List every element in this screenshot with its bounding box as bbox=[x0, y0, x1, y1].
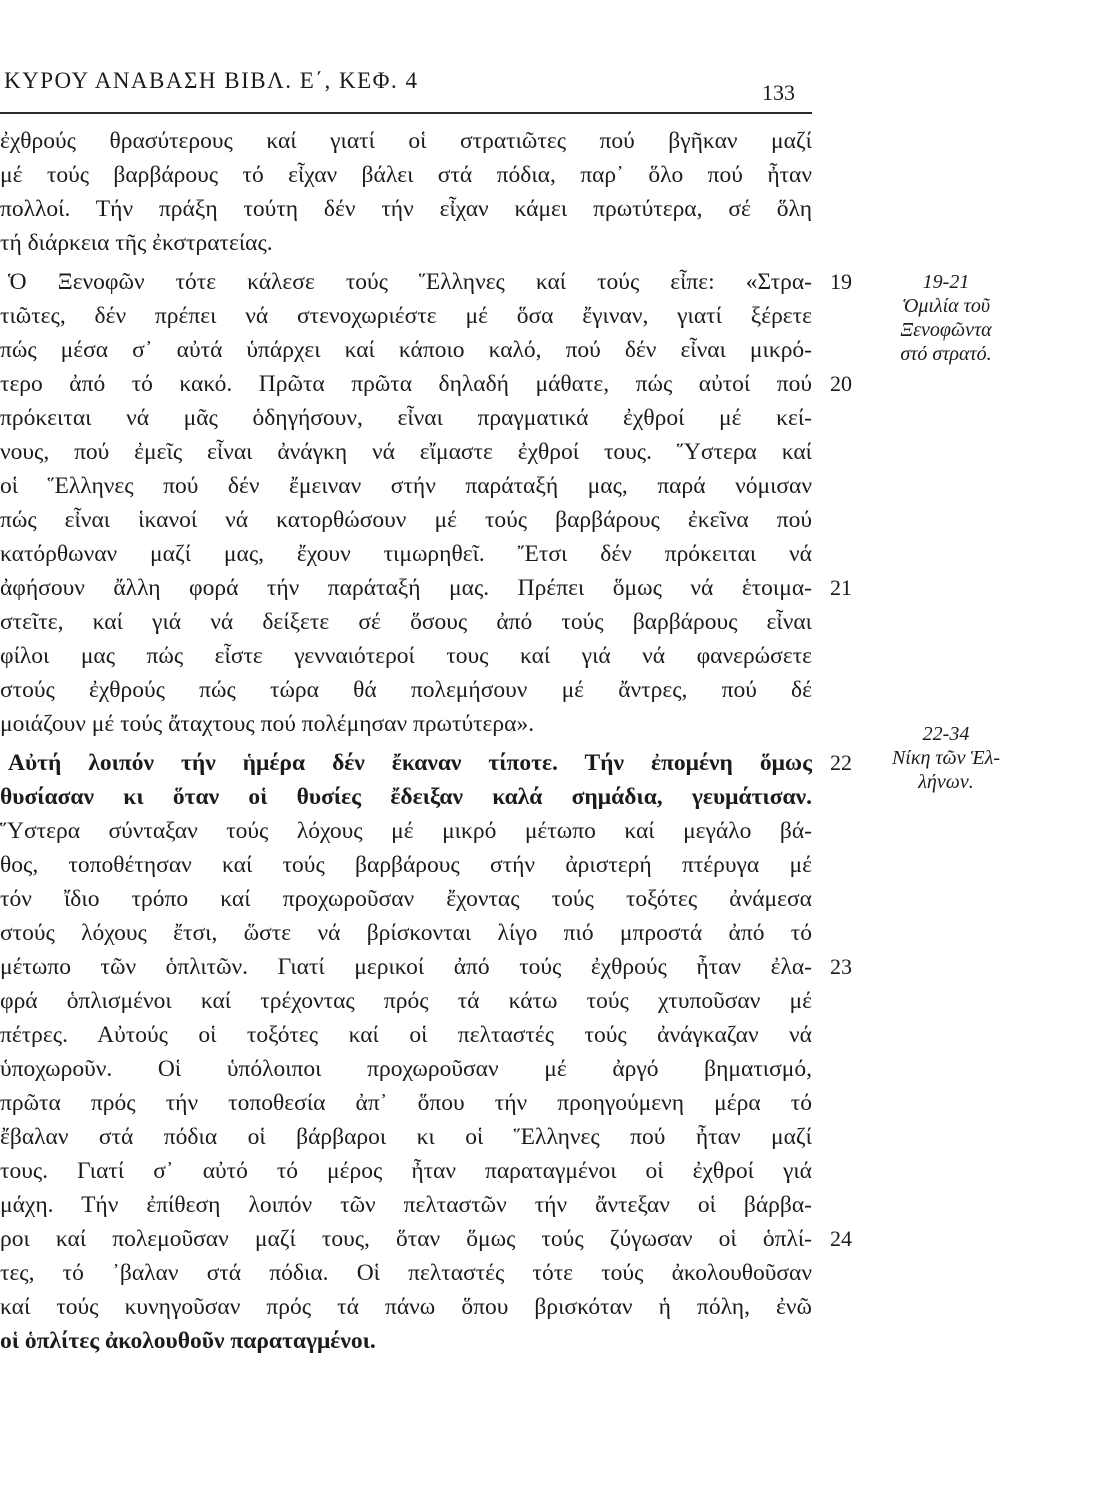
text-line: τιῶτες, δέν πρέπει νά στενοχωριέστε μέ ὅσα ἔγιναν, γιατί ξέρετε bbox=[0, 303, 812, 329]
text-line: ὑποχωροῦν. Οἱ ὑπόλοιποι προχωροῦσαν μέ ἀργό βηματισμό, bbox=[0, 1056, 812, 1082]
header-rule bbox=[0, 112, 812, 114]
side-note-line: λήνων. bbox=[918, 771, 974, 793]
text-line: ἐχθρούς θρασύτερους καί γιατί οἱ στρατιῶτες πού βγῆκαν μαζί bbox=[0, 128, 812, 154]
text-line: φίλοι μας πώς εἶστε γενναιότεροί τους καί γιά νά φανερώσετε bbox=[0, 643, 812, 669]
side-note-range: 19-21 bbox=[922, 271, 970, 293]
text-line: ροι καί πολεμοῦσαν μαζί τους, ὅταν ὅμως τούς ζύγωσαν οἱ ὁπλί- bbox=[0, 1226, 812, 1252]
text-line: φρά ὁπλισμένοι καί τρέχοντας πρός τά κάτω τούς χτυποῦσαν μέ bbox=[0, 988, 812, 1014]
margin-number: 22 bbox=[830, 750, 852, 775]
text-line: καί τούς κυνηγοῦσαν πρός τά πάνω ὅπου βρισκόταν ἡ πόλη, ἐνῶ bbox=[0, 1294, 812, 1320]
text-line: τους. Γιατί σ᾽ αὐτό τό μέρος ἦταν παραταγμένοι οἱ ἐχθροί γιά bbox=[0, 1158, 812, 1184]
text-line: πώς εἶναι ἱκανοί νά κατορθώσουν μέ τούς βαρβάρους ἐκεῖνα πού bbox=[0, 507, 812, 533]
text-line: ἀφήσουν ἄλλη φορά τήν παράταξή μας. Πρέπει ὅμως νά ἑτοιμα- bbox=[0, 575, 812, 601]
text-line: πολλοί. Τήν πράξη τούτη δέν τήν εἶχαν κάμει πρωτύτερα, σέ ὅλη bbox=[0, 196, 812, 222]
margin-number: 20 bbox=[830, 371, 852, 396]
margin-number: 24 bbox=[830, 1226, 852, 1251]
side-note bbox=[856, 270, 1036, 366]
text-line: τες, τό ᾽βαλαν στά πόδια. Οἱ πελταστές τότε τούς ἀκολουθοῦσαν bbox=[0, 1260, 812, 1286]
text-line: μέτωπο τῶν ὁπλιτῶν. Γιατί μερικοί ἀπό τούς ἐχθρούς ἦταν ἐλα- bbox=[0, 954, 812, 980]
text-line: θος, τοποθέτησαν καί τούς βαρβάρους στήν ἀριστερή πτέρυγα μέ bbox=[0, 852, 812, 878]
text-line: στούς λόχους ἔτσι, ὥστε νά βρίσκονται λίγο πιό μπροστά ἀπό τό bbox=[0, 920, 812, 946]
text-line: στεῖτε, καί γιά νά δείξετε σέ ὅσους ἀπό τούς βαρβάρους εἶναι bbox=[0, 609, 812, 635]
text-line: πώς μέσα σ᾽ αὐτά ὑπάρχει καί κάποιο καλό, πού δέν εἶναι μικρό- bbox=[0, 337, 812, 363]
text-line: μάχη. Τήν ἐπίθεση λοιπόν τῶν πελταστῶν τήν ἄντεξαν οἱ βάρβα- bbox=[0, 1192, 812, 1218]
side-note-line: Ὁμιλία τοῦ bbox=[901, 295, 991, 317]
text-line: οἱ ὁπλίτες ἀκολουθοῦν παραταγμένοι. bbox=[0, 1328, 376, 1354]
side-note-range: 22-34 bbox=[922, 723, 970, 745]
text-line: πέτρες. Αὐτούς οἱ τοξότες καί οἱ πελταστές τούς ἀνάγκαζαν νά bbox=[0, 1022, 812, 1048]
margin-number: 19 bbox=[830, 269, 852, 294]
text-line: Ὁ Ξενοφῶν τότε κάλεσε τούς Ἕλληνες καί τούς εἶπε: «Στρα- bbox=[8, 269, 812, 295]
running-head: ΚΥΡΟΥ ΑΝΑΒΑΣΗ ΒΙΒΛ. Ε΄, ΚΕΦ. 4 bbox=[4, 68, 419, 93]
text-line: τή διάρκεια τῆς ἐκστρατείας. bbox=[0, 230, 273, 256]
side-note-line: Ξενοφῶντα bbox=[900, 319, 992, 341]
text-line: θυσίασαν κι ὅταν οἱ θυσίες ἔδειξαν καλά σημάδια, γευμάτισαν. bbox=[0, 784, 812, 810]
side-note-line: στό στρατό. bbox=[900, 343, 992, 365]
side-note-line: Νίκη τῶν Ἑλ- bbox=[891, 747, 1001, 769]
text-line: Ὕστερα σύνταξαν τούς λόχους μέ μικρό μέτωπο καί μεγάλο βά- bbox=[0, 818, 812, 844]
text-line: νους, πού ἐμεῖς εἶναι ἀνάγκη νά εἴμαστε ἐχθροί τους. Ὕστερα καί bbox=[0, 439, 812, 465]
margin-number: 23 bbox=[830, 954, 852, 979]
page-number: 133 bbox=[762, 80, 795, 105]
side-note bbox=[856, 722, 1036, 794]
text-line: τόν ἴδιο τρόπο καί προχωροῦσαν ἔχοντας τούς τοξότες ἀνάμεσα bbox=[0, 886, 812, 912]
text-line: τερο ἀπό τό κακό. Πρῶτα πρῶτα δηλαδή μάθατε, πώς αὐτοί πού bbox=[0, 371, 812, 397]
text-line: πρόκειται νά μᾶς ὁδηγήσουν, εἶναι πραγματικά ἐχθροί μέ κεί- bbox=[0, 405, 812, 431]
text-line: Αὐτή λοιπόν τήν ἡμέρα δέν ἔκαναν τίποτε. Τήν ἐπομένη ὅμως bbox=[8, 750, 812, 776]
text-line: στούς ἐχθρούς πώς τώρα θά πολεμήσουν μέ ἄντρες, πού δέ bbox=[0, 677, 812, 703]
text-line: κατόρθωναν μαζί μας, ἔχουν τιμωρηθεῖ. Ἔτσι δέν πρόκειται νά bbox=[0, 541, 812, 567]
text-line: ἔβαλαν στά πόδια οἱ βάρβαροι κι οἱ Ἕλληνες πού ἦταν μαζί bbox=[0, 1124, 812, 1150]
text-line: πρῶτα πρός τήν τοποθεσία ἀπ᾽ ὅπου τήν προηγούμενη μέρα τό bbox=[0, 1090, 812, 1116]
margin-number: 21 bbox=[830, 575, 852, 600]
text-line: οἱ Ἕλληνες πού δέν ἔμειναν στήν παράταξή μας, παρά νόμισαν bbox=[0, 473, 812, 499]
text-line: μέ τούς βαρβάρους τό εἶχαν βάλει στά πόδια, παρ᾽ ὅλο πού ἦταν bbox=[0, 162, 812, 188]
text-line: μοιάζουν μέ τούς ἄταχτους πού πολέμησαν πρωτύτερα». bbox=[0, 711, 535, 737]
